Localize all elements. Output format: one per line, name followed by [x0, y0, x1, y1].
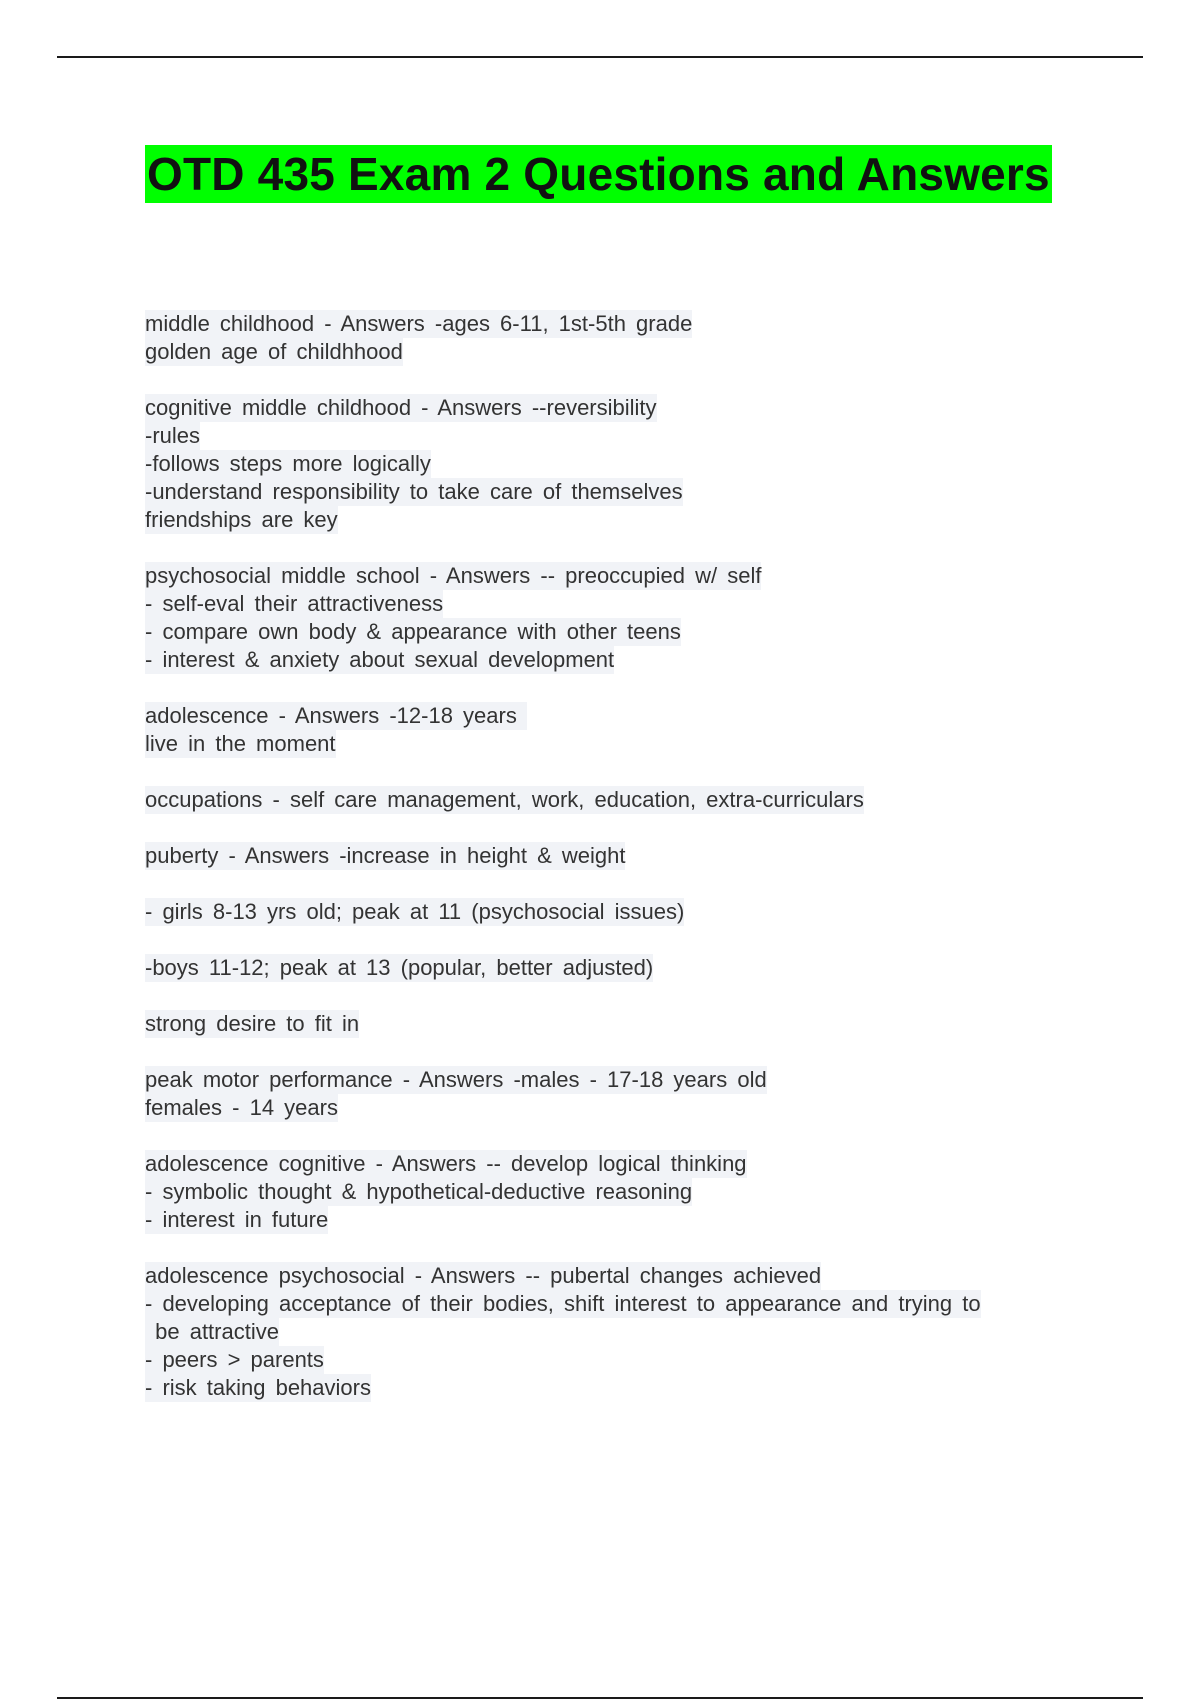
qa-line: females - 14 years: [145, 1095, 338, 1120]
qa-entry: [145, 954, 1085, 982]
qa-line: - interest & anxiety about sexual development: [145, 647, 615, 672]
qa-entry: [145, 562, 1085, 674]
qa-entry: [145, 702, 1085, 758]
qa-line: adolescence psychosocial - Answers -- pubertal changes achieved: [145, 1263, 822, 1288]
page-title: OTD 435 Exam 2 Questions and Answers: [145, 145, 1052, 203]
qa-line: adolescence - Answers -12-18 years: [145, 703, 527, 728]
qa-content: [145, 310, 1085, 1430]
qa-line: - developing acceptance of their bodies, shift interest to appearance and trying to: [145, 1291, 981, 1316]
qa-line: peak motor performance - Answers -males - 17-18 years old: [145, 1067, 767, 1092]
qa-entry: [145, 1150, 1085, 1234]
qa-line: cognitive middle childhood - Answers --reversibility: [145, 395, 657, 420]
title-block: [145, 145, 1052, 203]
qa-entry: [145, 1010, 1085, 1038]
qa-line: psychosocial middle school - Answers -- preoccupied w/ self: [145, 563, 762, 588]
qa-line: adolescence cognitive - Answers -- develop logical thinking: [145, 1151, 747, 1176]
qa-line: - risk taking behaviors: [145, 1375, 371, 1400]
qa-line: -rules: [145, 423, 201, 448]
qa-line: strong desire to fit in: [145, 1011, 360, 1036]
qa-entry: [145, 1262, 1085, 1402]
bottom-rule: [57, 1697, 1143, 1699]
qa-line: - girls 8-13 yrs old; peak at 11 (psychosocial issues): [145, 899, 685, 924]
qa-entry: [145, 1066, 1085, 1122]
qa-line: -follows steps more logically: [145, 451, 431, 476]
qa-line: - peers > parents: [145, 1347, 324, 1372]
top-rule: [57, 56, 1143, 58]
qa-entry: [145, 842, 1085, 870]
qa-line: - compare own body & appearance with other teens: [145, 619, 681, 644]
qa-line: be attractive: [145, 1319, 279, 1344]
qa-line: occupations - self care management, work, education, extra-curriculars: [145, 787, 864, 812]
qa-line: puberty - Answers -increase in height & weight: [145, 843, 626, 868]
qa-line: - interest in future: [145, 1207, 329, 1232]
qa-line: golden age of childhhood: [145, 339, 403, 364]
qa-line: -boys 11-12; peak at 13 (popular, better adjusted): [145, 955, 654, 980]
qa-line: - self-eval their attractiveness: [145, 591, 444, 616]
qa-entry: [145, 898, 1085, 926]
qa-line: - symbolic thought & hypothetical-deductive reasoning: [145, 1179, 693, 1204]
qa-line: -understand responsibility to take care of themselves: [145, 479, 683, 504]
qa-line: friendships are key: [145, 507, 338, 532]
qa-entry: [145, 394, 1085, 534]
qa-line: middle childhood - Answers -ages 6-11, 1st-5th grade: [145, 311, 693, 336]
qa-entry: [145, 310, 1085, 366]
qa-entry: [145, 786, 1085, 814]
qa-line: live in the moment: [145, 731, 336, 756]
